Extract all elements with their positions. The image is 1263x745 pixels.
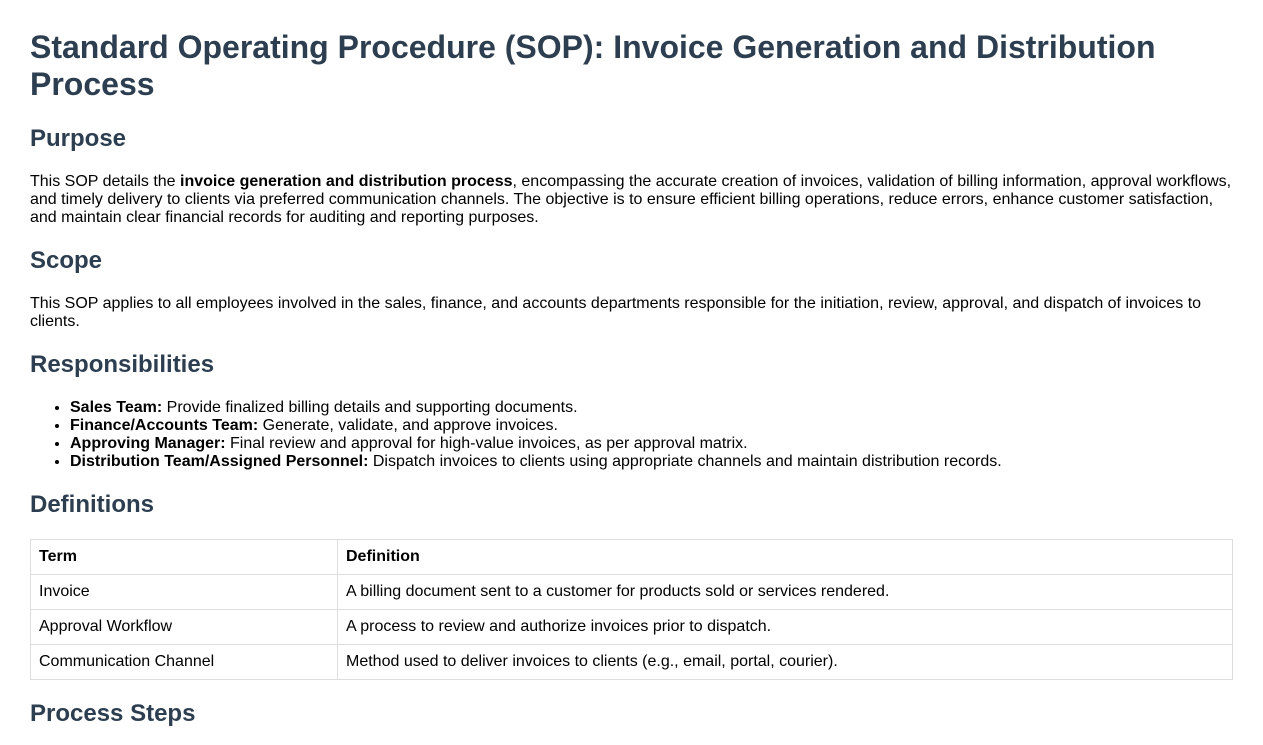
document-title: Standard Operating Procedure (SOP): Invoice Generation and Distribution Process xyxy=(30,29,1156,102)
responsibility-desc: Final review and approval for high-value invoices, as per approval matrix. xyxy=(225,435,748,452)
responsibility-item xyxy=(70,435,1233,453)
definition-cell: A process to review and authorize invoices prior to dispatch. xyxy=(338,610,1233,645)
responsibilities-list xyxy=(30,399,1233,471)
table-row xyxy=(31,575,1233,610)
responsibility-role: Distribution Team/Assigned Personnel: xyxy=(70,453,369,470)
scope-paragraph: This SOP applies to all employees involved in the sales, finance, and accounts departments responsible for the initiation, review, approval, and dispatch of invoices to clients. xyxy=(30,295,1202,330)
purpose-text-bold: invoice generation and distribution process xyxy=(180,173,513,190)
responsibility-desc: Dispatch invoices to clients using appropriate channels and maintain distribution records. xyxy=(368,453,1002,470)
purpose-text-before: This SOP details the xyxy=(30,173,180,190)
definitions-heading: Definitions xyxy=(30,491,154,518)
definition-cell: A billing document sent to a customer for products sold or services rendered. xyxy=(338,575,1233,610)
purpose-heading: Purpose xyxy=(30,125,127,152)
term-cell: Invoice xyxy=(31,575,338,610)
definition-cell: Method used to deliver invoices to clients (e.g., email, portal, courier). xyxy=(338,645,1233,680)
responsibility-item xyxy=(70,417,1233,435)
responsibility-desc: Generate, validate, and approve invoices. xyxy=(258,417,558,434)
definitions-table xyxy=(30,539,1233,680)
responsibility-item xyxy=(70,453,1233,471)
responsibility-role: Finance/Accounts Team: xyxy=(70,417,259,434)
term-cell: Approval Workflow xyxy=(31,610,338,645)
column-header-definition: Definition xyxy=(338,540,1233,575)
term-cell: Communication Channel xyxy=(31,645,338,680)
scope-heading: Scope xyxy=(30,247,103,274)
responsibility-role: Sales Team: xyxy=(70,399,163,416)
table-row xyxy=(31,610,1233,645)
responsibilities-heading: Responsibilities xyxy=(30,351,215,378)
purpose-paragraph xyxy=(30,173,1233,227)
process-steps-heading: Process Steps xyxy=(30,700,196,727)
table-row xyxy=(31,645,1233,680)
responsibility-desc: Provide finalized billing details and supporting documents. xyxy=(162,399,578,416)
column-header-term: Term xyxy=(31,540,338,575)
responsibility-role: Approving Manager: xyxy=(70,435,226,452)
purpose-text-after: , encompassing the accurate creation of invoices, validation of billing information, approval workflows, and timely delivery to clients via preferred communication channels. The objective is to ensure efficient billing operations, reduce errors, enhance customer satisfaction, and maintain clear financial records for auditing and reporting purposes. xyxy=(30,173,1232,226)
responsibility-item xyxy=(70,399,1233,417)
table-header-row xyxy=(31,540,1233,575)
